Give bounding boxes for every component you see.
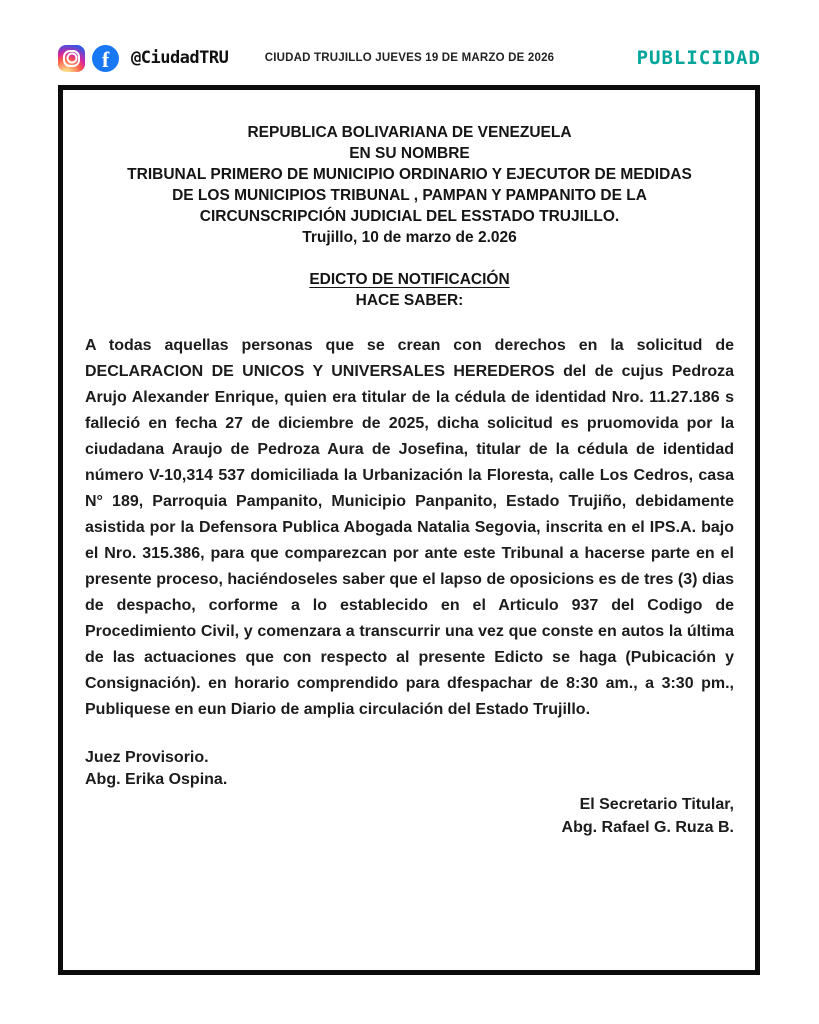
social-handle-group [58, 45, 228, 72]
instagram-icon [58, 45, 85, 72]
edicto-heading [85, 269, 734, 311]
publicidad-label: PUBLICIDAD [636, 47, 761, 69]
heading-line-circunscripcion: CIRCUNSCRIPCIÓN JUDICIAL DEL ESSTADO TRUJILLO. [199, 208, 620, 225]
judge-name: Abg. Erika Ospina. [85, 771, 228, 788]
facebook-icon: f [92, 45, 119, 72]
signature-secretary [85, 793, 734, 839]
court-heading [85, 122, 734, 248]
hace-saber-label: HACE SABER: [355, 292, 464, 309]
secretary-name: Abg. Rafael G. Ruza B. [561, 819, 734, 836]
heading-line-date: Trujillo, 10 de marzo de 2.026 [302, 229, 517, 246]
heading-line-municipios: DE LOS MUNICIPIOS TRIBUNAL , PAMPAN Y PAMPANITO DE LA [172, 187, 647, 204]
secretary-title: El Secretario Titular, [579, 796, 734, 813]
social-handle: @CiudadTRU [131, 48, 229, 68]
signature-judge [85, 747, 734, 791]
edicto-title: EDICTO DE NOTIFICACIÓN [309, 271, 510, 288]
edict-document [58, 85, 760, 975]
heading-line-tribunal: TRIBUNAL PRIMERO DE MUNICIPIO ORDINARIO Y EJECUTOR DE MEDIDAS [127, 166, 692, 183]
heading-line-nombre: EN SU NOMBRE [349, 145, 470, 162]
judge-title: Juez Provisorio. [85, 749, 209, 766]
edict-body-paragraph: A todas aquellas personas que se crean con derechos en la solicitud de DECLARACION DE UNICOS Y UNIVERSALES HEREDEROS del de cujus Pedroza Arujo Alexander Enrique, quien era titular de la cédula de identidad Nro. 11.27.186 s falleció en fecha 27 de diciembre de 2025, dicha solicitud es pruomovida por la ciudadana Araujo de Pedroza Aura de Josefina, titular de la cédula de identidad número V-10,314 537 domiciliada la Urbanización la Floresta, calle Los Cedros, casa N° 189, Parroquia Pampanito, Municipio Panpanito, Estado Trujiño, debidamente asistida por la Defensora Publica Abogada Natalia Segovia, inscrita en el IPS.A. bajo el Nro. 315.386, para que comparezcan por ante este Tribunal a hacerse parte en el presente proceso, haciéndoseles saber que el lapso de oposicions es de tres (3) dias de despacho, corforme a lo establecido en el Articulo 937 del Codigo de Procedimiento Civil, y comenzara a transcurrir una vez que conste en autos la última de las actuaciones que con respecto al presente Edicto se haga (Pubicación y Consignación). en horario comprendido para dfespachar de 8:30 am., a 3:30 pm., Publiquese en eun Diario de amplia circulación del Estado Trujillo. [85, 337, 734, 718]
masthead [58, 40, 761, 76]
edition-dateline: CIUDAD TRUJILLO JUEVES 19 DE MARZO DE 2026 [264, 52, 555, 64]
heading-line-republic: REPUBLICA BOLIVARIANA DE VENEZUELA [247, 124, 572, 141]
